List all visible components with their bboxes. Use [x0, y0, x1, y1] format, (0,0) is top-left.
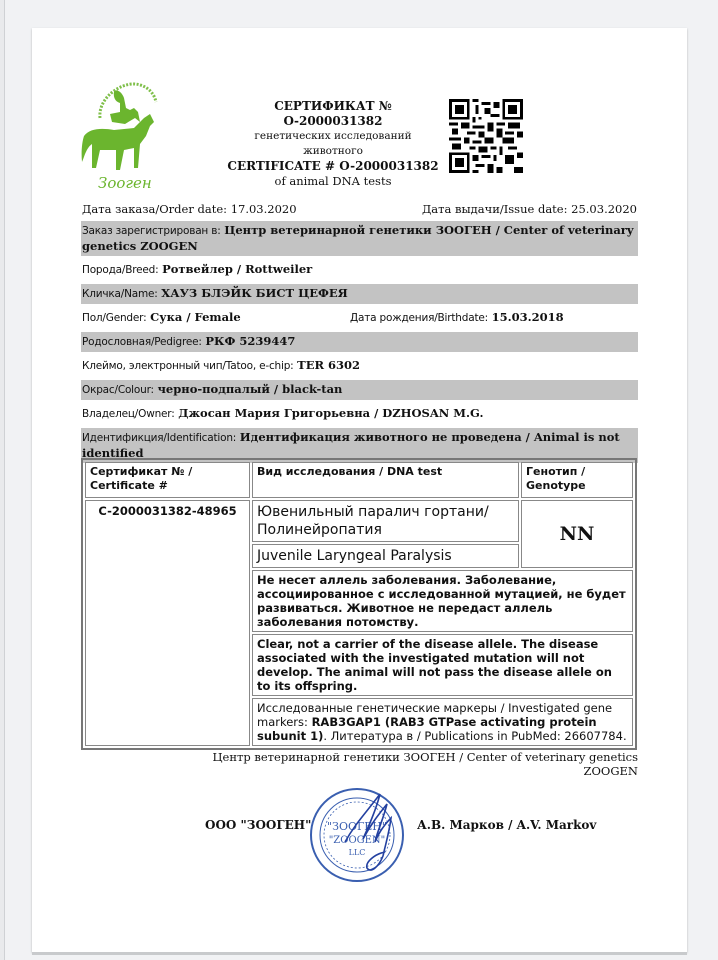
birthdate-value: 15.03.2018: [491, 310, 564, 324]
page-shadow: [32, 952, 687, 955]
owner-value: Джосан Мария Григорьевна / DZHOSAN M.G.: [178, 406, 484, 420]
viewer-left-edge: [0, 0, 5, 960]
certificate-header: [226, 99, 440, 189]
owner-row: [81, 404, 638, 424]
pedigree-row: [81, 332, 638, 352]
stamp-line-1: "ЗООГЕН": [327, 820, 387, 833]
result-en: Clear, not a carrier of the disease allele. The disease associated with the investigated mutation will not develop. The animal will not pass the disease allele on to its offspring.: [252, 634, 633, 696]
registered-value: Центр ветеринарной генетики ЗООГЕН / Center of veterinary genetics ZOOGEN: [82, 223, 634, 253]
pedigree-value: РКФ 5239447: [205, 334, 296, 348]
logo-text: Зооген: [98, 174, 152, 192]
colour-label: Окрас/Colour:: [82, 384, 154, 396]
order-date-label: Дата заказа/Order date:: [82, 202, 228, 216]
gender-birthdate-row: [81, 308, 638, 328]
colour-row: [81, 380, 638, 400]
dates-line: [82, 202, 637, 216]
registered-label: Заказ зарегистрирован в:: [82, 225, 221, 237]
results-table: [81, 458, 637, 750]
markers-cell: [252, 698, 633, 746]
signer-name: А.В. Марков / A.V. Markov: [417, 818, 597, 832]
breed-value: Ротвейлер / Rottweiler: [162, 262, 313, 276]
organization-name: ООО "ЗООГЕН": [205, 818, 312, 832]
gender-value: Сука / Female: [150, 310, 241, 324]
certificate-subtitle-ru-2: животного: [303, 145, 363, 157]
header-certificate: Сертификат № / Certificate #: [85, 462, 250, 498]
header-genotype: Генотип / Genotype: [521, 462, 633, 498]
issue-date-label: Дата выдачи/Issue date:: [421, 202, 568, 216]
chip-row: [81, 356, 638, 376]
stamp-line-2: "ZOOGEN": [328, 835, 386, 846]
breed-row: [81, 260, 638, 280]
colour-value: черно-подпалый / black-tan: [157, 382, 343, 396]
name-row: [81, 284, 638, 304]
publications: . Литература в / Publications in PubMed: 26607784.: [323, 729, 627, 743]
certificate-subtitle-en: of animal DNA tests: [274, 174, 392, 188]
result-ru: Не несет аллель заболевания. Заболевание, ассоциированное с исследованной мутацией, не будет развиваться. Животное не передаст аллель заболевания потомству.: [252, 570, 633, 632]
header-test: Вид исследования / DNA test: [252, 462, 519, 498]
certificate-subtitle-ru-1: генетических исследований: [254, 130, 412, 142]
certificate-number: C-2000031382-48965: [85, 500, 250, 746]
name-label: Кличка/Name:: [82, 288, 158, 300]
registered-row: [81, 221, 638, 256]
breed-label: Порода/Breed:: [82, 264, 159, 276]
gender-label: Пол/Gender:: [82, 312, 147, 324]
identification-value: Идентификация животного не проведена / Animal is not identified: [82, 430, 620, 460]
markers-label: Исследованные генетические маркеры / Investigated gene markers:: [257, 701, 613, 729]
birthdate-label: Дата рождения/Birthdate:: [350, 312, 488, 324]
owner-label: Владелец/Owner:: [82, 408, 175, 420]
markers-value: RAB3GAP1 (RAB3 GTPase activating protein subunit 1): [257, 715, 597, 743]
pedigree-label: Родословная/Pedigree:: [82, 336, 202, 348]
test-name-ru: Ювенильный паралич гортани/Полинейропатия: [252, 500, 519, 542]
qr-code-icon[interactable]: [449, 99, 523, 173]
identification-label: Идентификция/Identification:: [82, 432, 237, 444]
issue-date: [422, 202, 637, 216]
animal-info: [81, 221, 638, 467]
center-name: Центр ветеринарной генетики ЗООГЕН / Center of veterinary genetics ZOOGEN: [212, 750, 638, 778]
table-row: [85, 500, 633, 542]
chip-label: Клеймо, электронный чип/Tatoo, e-chip:: [82, 360, 294, 372]
table-header-row: [85, 462, 633, 498]
certificate-title-en: CERTIFICATE # O-2000031382: [227, 159, 439, 173]
stamp-icon: [305, 784, 417, 886]
chip-value: TER 6302: [297, 358, 361, 372]
order-date-value: 17.03.2020: [230, 202, 297, 216]
genotype-value: NN: [521, 500, 633, 568]
order-date: [82, 202, 297, 216]
certificate-title-ru: СЕРТИФИКАТ № О-2000031382: [274, 99, 392, 128]
stamp-line-3: LLC: [348, 848, 366, 857]
test-name-en: Juvenile Laryngeal Paralysis: [252, 544, 519, 568]
name-value: ХАУЗ БЛЭЙК БИСТ ЦЕФЕЯ: [161, 286, 348, 300]
issue-date-value: 25.03.2020: [571, 202, 637, 216]
zoogen-logo-icon: [80, 78, 162, 193]
